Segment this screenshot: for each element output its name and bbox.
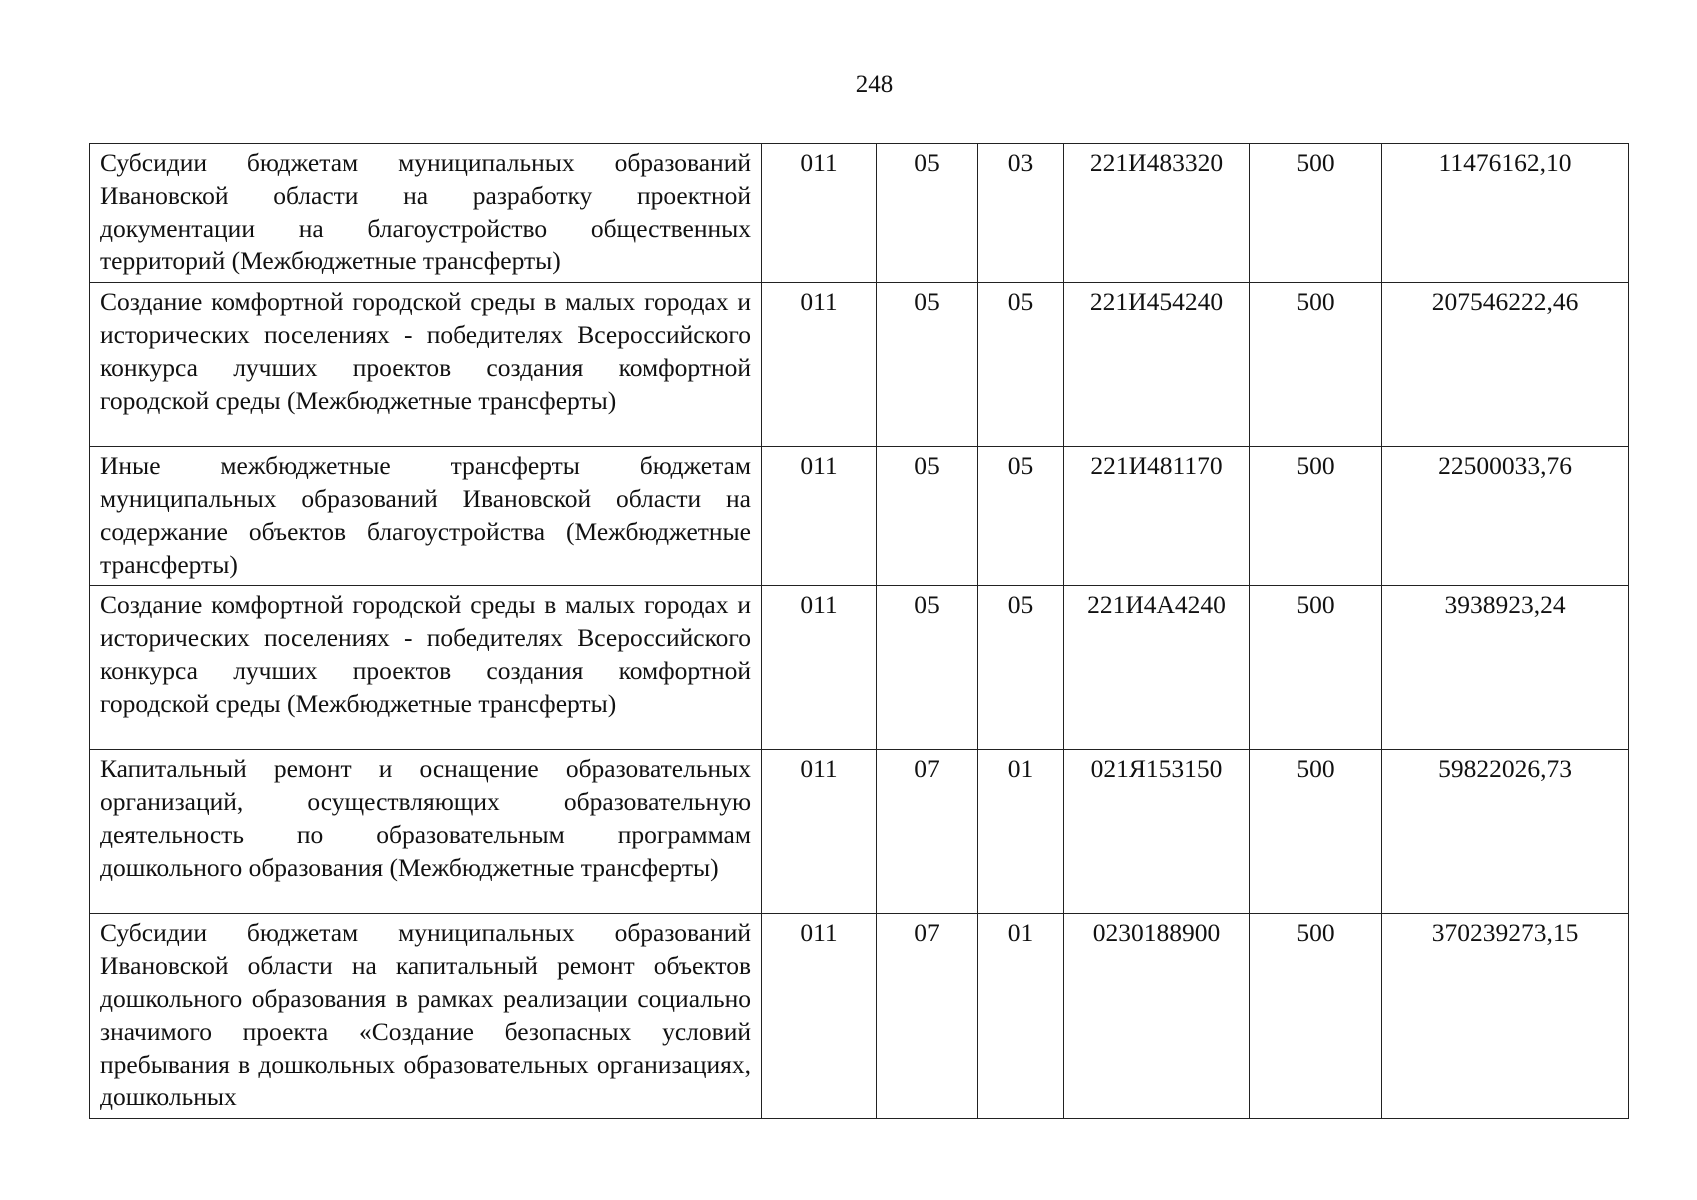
- amount-value: 59822026,73: [1382, 750, 1629, 914]
- target-article-code: 0230188900: [1064, 914, 1250, 1119]
- row-description: Субсидии бюджетам муниципальных образований Ивановской области на разработку проектной документации на благоустройство общественных территорий (Межбюджетные трансферты): [90, 144, 762, 283]
- amount-value: 22500033,76: [1382, 447, 1629, 586]
- subsection-code: 01: [978, 750, 1064, 914]
- section-code: 05: [877, 447, 978, 586]
- amount-value: 11476162,10: [1382, 144, 1629, 283]
- row-description: Создание комфортной городской среды в малых городах и исторических поселениях - победителях Всероссийского конкурса лучших проектов создания комфортной городской среды (Межбюджетные трансферты): [90, 283, 762, 447]
- section-code: 05: [877, 586, 978, 750]
- table-row: [90, 750, 1629, 914]
- subsection-code: 03: [978, 144, 1064, 283]
- budget-table: [89, 143, 1629, 1119]
- expense-type-code: 500: [1250, 750, 1382, 914]
- target-article-code: 221И454240: [1064, 283, 1250, 447]
- ministry-code: 011: [762, 586, 877, 750]
- ministry-code: 011: [762, 283, 877, 447]
- expense-type-code: 500: [1250, 914, 1382, 1119]
- amount-value: 3938923,24: [1382, 586, 1629, 750]
- subsection-code: 05: [978, 283, 1064, 447]
- expense-type-code: 500: [1250, 586, 1382, 750]
- table-row: [90, 586, 1629, 750]
- expense-type-code: 500: [1250, 144, 1382, 283]
- section-code: 07: [877, 914, 978, 1119]
- row-description: Субсидии бюджетам муниципальных образований Ивановской области на капитальный ремонт объектов дошкольного образования в рамках реализации социально значимого проекта «Создание безопасных условий пребывания в дошкольных образовательных организациях, дошкольных: [90, 914, 762, 1119]
- section-code: 07: [877, 750, 978, 914]
- target-article-code: 221И4А4240: [1064, 586, 1250, 750]
- expense-type-code: 500: [1250, 447, 1382, 586]
- ministry-code: 011: [762, 750, 877, 914]
- table-row: [90, 283, 1629, 447]
- ministry-code: 011: [762, 447, 877, 586]
- target-article-code: 221И481170: [1064, 447, 1250, 586]
- row-description: Создание комфортной городской среды в малых городах и исторических поселениях - победителях Всероссийского конкурса лучших проектов создания комфортной городской среды (Межбюджетные трансферты): [90, 586, 762, 750]
- page-number: 248: [855, 71, 894, 98]
- subsection-code: 05: [978, 586, 1064, 750]
- table-row: [90, 144, 1629, 283]
- section-code: 05: [877, 144, 978, 283]
- row-description: Капитальный ремонт и оснащение образовательных организаций, осуществляющих образовательную деятельность по образовательным программам дошкольного образования (Межбюджетные трансферты): [90, 750, 762, 914]
- table-row: [90, 447, 1629, 586]
- ministry-code: 011: [762, 144, 877, 283]
- target-article-code: 021Я153150: [1064, 750, 1250, 914]
- amount-value: 207546222,46: [1382, 283, 1629, 447]
- table-row: [90, 914, 1629, 1119]
- subsection-code: 01: [978, 914, 1064, 1119]
- target-article-code: 221И483320: [1064, 144, 1250, 283]
- row-description: Иные межбюджетные трансферты бюджетам муниципальных образований Ивановской области на содержание объектов благоустройства (Межбюджетные трансферты): [90, 447, 762, 586]
- section-code: 05: [877, 283, 978, 447]
- subsection-code: 05: [978, 447, 1064, 586]
- ministry-code: 011: [762, 914, 877, 1119]
- expense-type-code: 500: [1250, 283, 1382, 447]
- amount-value: 370239273,15: [1382, 914, 1629, 1119]
